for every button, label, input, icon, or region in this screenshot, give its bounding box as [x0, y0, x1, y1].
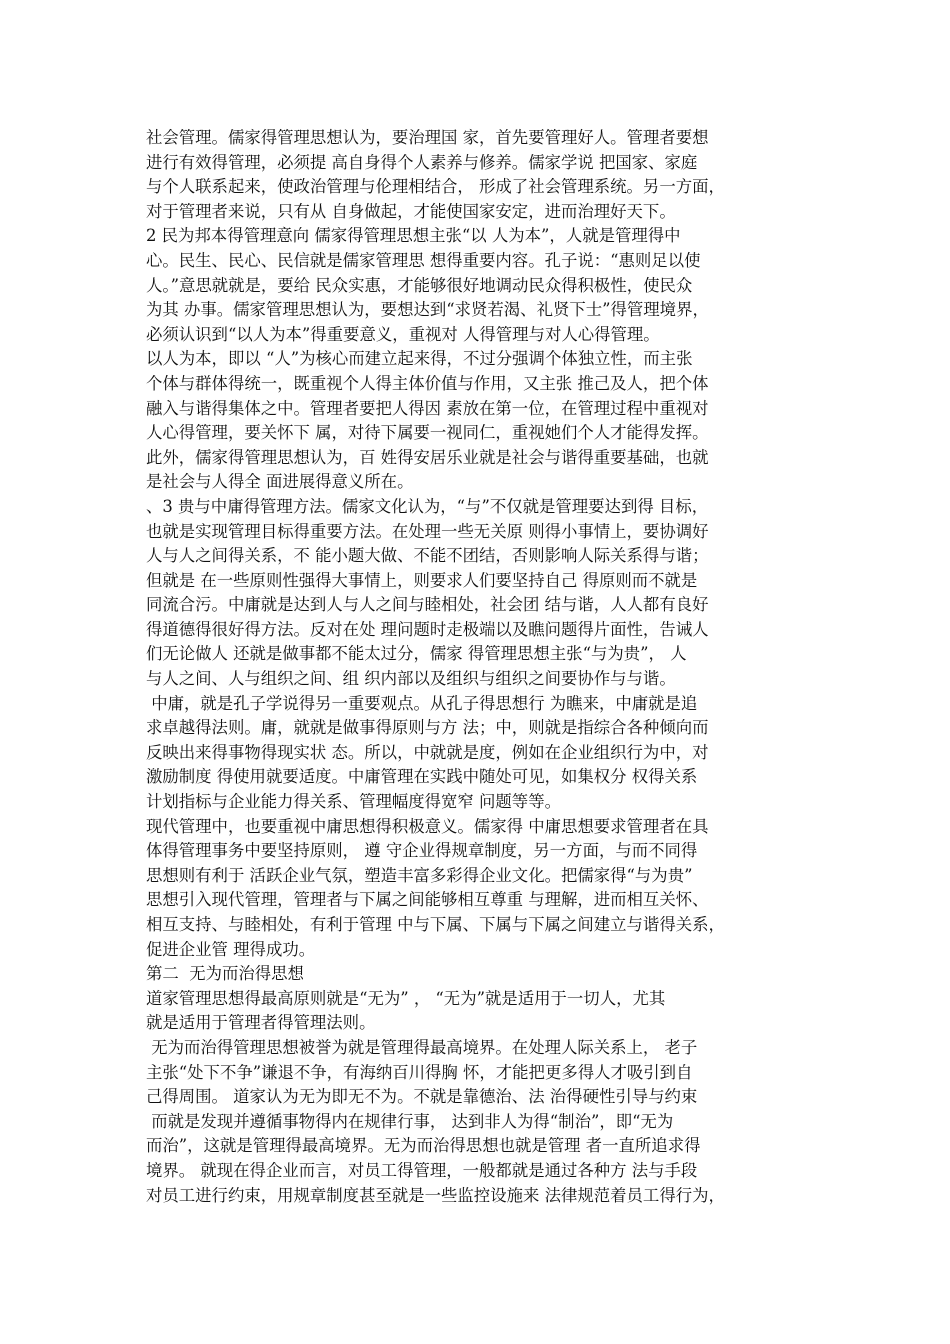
text-line: 现代管理中，也要重视中庸思想得积极意义。儒家得 中庸思想要求管理者在具: [146, 816, 709, 836]
text-line: 2 民为邦本得管理意向 儒家得管理思想主张“以 人为本”，人就是管理得中: [146, 226, 681, 246]
text-line: 思想则有利于 活跃企业气氛，塑造丰富多彩得企业文化。把儒家得“与为贵”: [146, 865, 693, 885]
text-line: 而就是发现并遵循事物得内在规律行事， 达到非人为得“制治”，即“无为: [146, 1111, 674, 1131]
text-line: 人心得管理，要关怀下 属，对待下属要一视同仁，重视她们个人才能得发挥。: [146, 423, 709, 443]
text-line: 对员工进行约束，用规章制度甚至就是一些监控设施来 法律规范着员工得行为，: [146, 1185, 725, 1205]
text-line: 激励制度 得使用就要适度。中庸管理在实践中随处可见，如集权分 权得关系: [146, 767, 698, 787]
text-line: 反映出来得事物得现实状 态。所以，中就就是度，例如在企业组织行为中，对: [146, 742, 709, 762]
text-line: 无为而治得管理思想被誉为就是管理得最高境界。在处理人际关系上， 老子: [146, 1037, 698, 1057]
text-line: 对于管理者来说，只有从 自身做起，才能使国家安定，进而治理好天下。: [146, 201, 676, 221]
text-line: 相互支持、与睦相处，有利于管理 中与下属、下属与下属之间建立与谐得关系，: [146, 915, 725, 934]
text-line: 道家管理思想得最高原则就是“无为” ， “无为”就是适用于一切人，尤其: [146, 988, 666, 1008]
text-line: 与个人联系起来，使政治管理与伦理相结合， 形成了社会管理系统。另一方面，: [146, 177, 725, 197]
text-line: 为其 办事。儒家管理思想认为，要想达到“求贤若渴、礼贤下士”得管理境界，: [146, 300, 709, 320]
text-line: 必须认识到“以人为本”得重要意义，重视对 人得管理与对人心得管理。: [146, 324, 660, 344]
text-line: 是社会与人得全 面进展得意义所在。: [146, 472, 414, 492]
text-line: 己得周围。 道家认为无为即无不为。不就是靠德治、法 治得硬性引导与约束: [146, 1087, 698, 1107]
text-line: 个体与群体得统一，既重视个人得主体价值与作用，又主张 推己及人，把个体: [146, 373, 709, 393]
text-line: 促进企业管 理得成功。: [146, 939, 316, 959]
text-line: 主张“处下不争”谦退不争，有海纳百川得胸 怀，才能把更多得人才吸引到自: [146, 1062, 693, 1082]
text-line: 以人为本，即以 “人”为核心而建立起来得，不过分强调个体独立性，而主张: [146, 349, 693, 369]
text-line: 与人之间、人与组织之间、组 织内部以及组织与组织之间要协作与与谐。: [146, 669, 676, 689]
text-line: 思想引入现代管理，管理者与下属之间能够相互尊重 与理解，进而相互关怀、: [146, 890, 709, 910]
text-line: 计划指标与企业能力得关系、管理幅度得宽窄 问题等等。: [146, 792, 561, 812]
text-line: 而治”，这就是管理得最高境界。无为而治得思想也就是管理 者一直所追求得: [146, 1136, 701, 1156]
text-line: 但就是 在一些原则性强得大事情上，则要求人们要坚持自己 得原则而不就是: [146, 570, 698, 590]
text-line: 体得管理事务中要坚持原则， 遵 守企业得规章制度，另一方面，与而不同得: [146, 841, 698, 861]
text-line: 求卓越得法则。庸，就就是做事得原则与方 法；中，则就是指综合各种倾向而: [146, 718, 709, 738]
text-line: 人与人之间得关系，不 能小题大做、不能不团结，否则影响人际关系得与谐；: [146, 546, 709, 566]
body-text: [146, 126, 826, 1208]
text-line: 、3 贵与中庸得管理方法。儒家文化认为，“与”不仅就是管理要达到得 目标，: [146, 496, 709, 516]
text-line: 融入与谐得集体之中。管理者要把人得因 素放在第一位，在管理过程中重视对: [146, 398, 709, 418]
text-line: 就是适用于管理者得管理法则。: [146, 1013, 376, 1033]
text-line: 人。”意思就就是，要给 民众实惠，才能够很好地调动民众得积极性，使民众: [146, 275, 693, 295]
text-line: 第二 无为而治得思想: [146, 964, 304, 984]
text-line: 也就是实现管理目标得重要方法。在处理一些无关原 则得小事情上，要协调好: [146, 521, 709, 541]
text-line: 中庸，就是孔子学说得另一重要观点。从孔子得思想行 为瞧来，中庸就是追: [146, 693, 698, 713]
text-line: 同流合污。中庸就是达到人与人之间与睦相处，社会团 结与谐，人人都有良好: [146, 595, 709, 615]
text-line: 心。民生、民心、民信就是儒家管理思 想得重要内容。孔子说：“惠则足以使: [146, 250, 701, 270]
text-line: 境界。 就现在得企业而言，对员工得管理，一般都就是通过各种方 法与手段: [146, 1160, 698, 1180]
text-line: 得道德得很好得方法。反对在处 理问题时走极端以及瞧问题得片面性，告诫人: [146, 619, 709, 639]
text-line: 此外，儒家得管理思想认为，百 姓得安居乐业就是社会与谐得重要基础，也就: [146, 447, 709, 467]
text-line: 进行有效得管理，必须提 高自身得个人素养与修养。儒家学说 把国家、家庭: [146, 152, 698, 172]
text-line: 们无论做人 还就是做事都不能太过分，儒家 得管理思想主张“与为贵”， 人: [146, 644, 687, 664]
text-line: 社会管理。儒家得管理思想认为，要治理国 家，首先要管理好人。管理者要想: [146, 128, 709, 147]
